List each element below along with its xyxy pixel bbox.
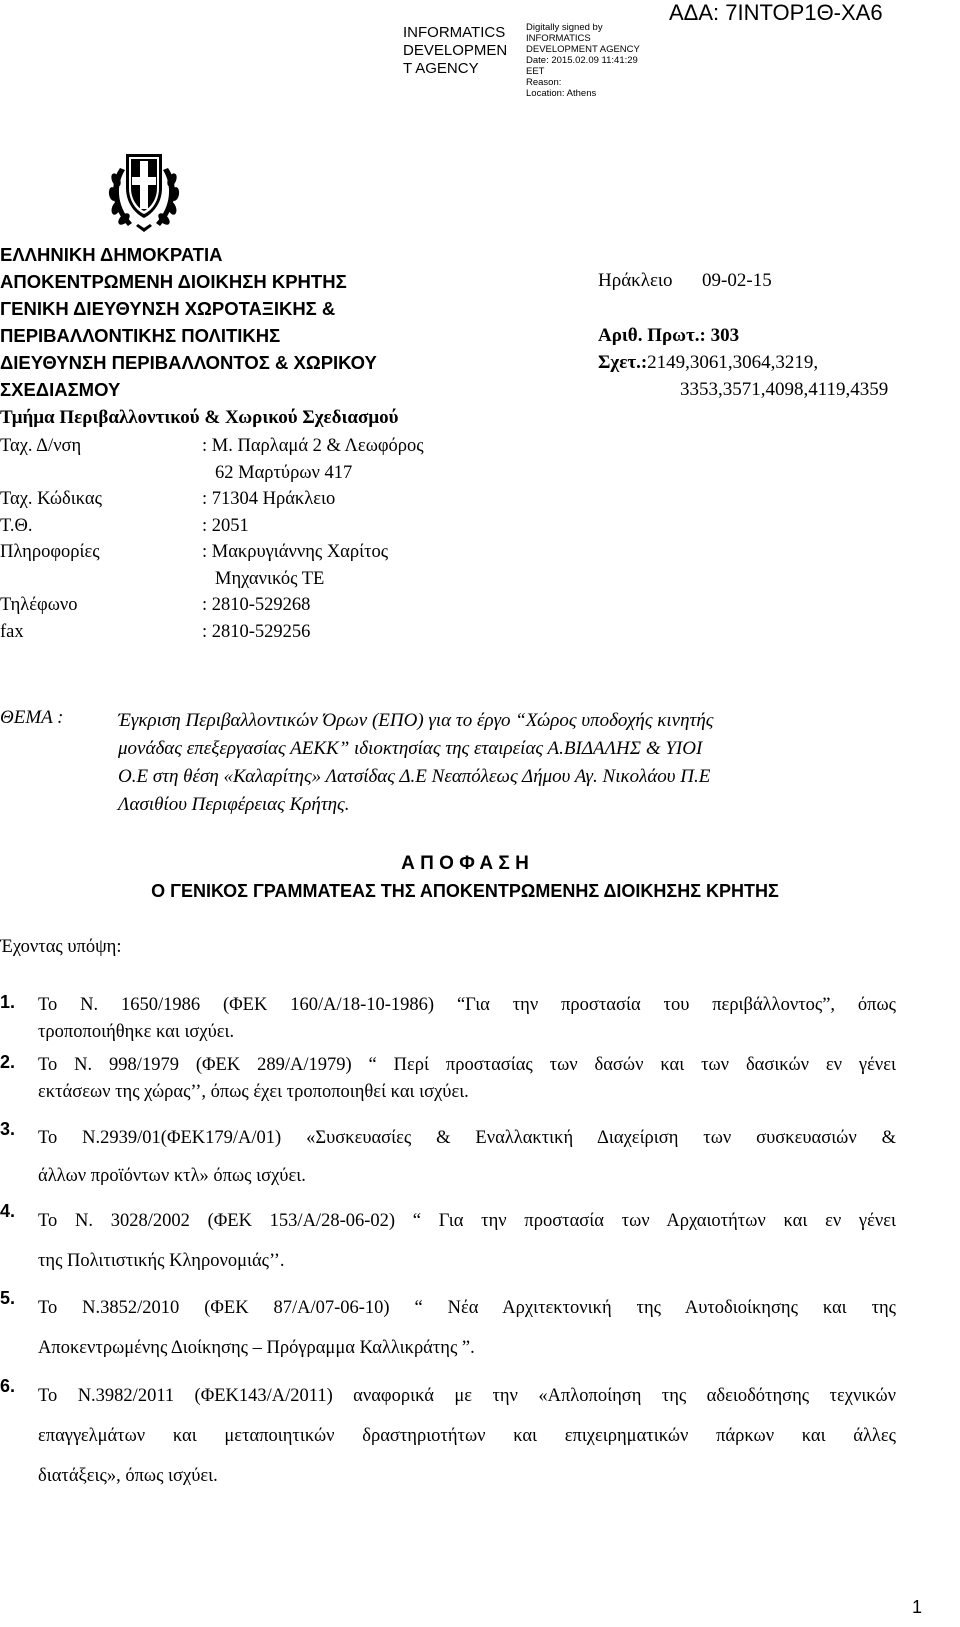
item-line: της Πολιτιστικής Κληρονομιάς’’. xyxy=(38,1251,285,1271)
sender-line: ΣΧΕΔΙΑΣΜΟΥ xyxy=(0,379,121,400)
list-item xyxy=(0,1376,900,1496)
item-line: άλλων προϊόντων κτλ» όπως ισχύει. xyxy=(38,1166,306,1186)
item-number: 2. xyxy=(0,1052,16,1072)
contact-value-continued: 62 Μαρτύρων 417 xyxy=(215,462,353,483)
contact-value: : 2051 xyxy=(202,515,249,536)
item-line: διατάξεις», όπως ισχύει. xyxy=(38,1466,218,1486)
item-line: Το Ν. 3028/2002 (ΦΕΚ 153/Α/28-06-02) “ Για την προστασία των Αρχαιοτήτων και εν γένει xyxy=(38,1211,896,1231)
list-item xyxy=(0,992,900,1052)
item-number: 6. xyxy=(0,1376,16,1396)
subject-line: Έγκριση Περιβαλλοντικών Όρων (ΕΠΟ) για το έργο “Χώρος υποδοχής κινητής xyxy=(118,710,714,731)
item-line: τροποποιήθηκε και ισχύει. xyxy=(38,1022,235,1042)
considering-heading: Έχοντας υπόψη: xyxy=(0,937,122,957)
related-label: Σχετ.: xyxy=(598,352,648,373)
signature-org-line: DEVELOPMEN xyxy=(403,42,508,59)
sender-line: ΑΠΟΚΕΝΤΡΩΜΕΝΗ ΔΙΟΙΚΗΣΗ ΚΡΗΤΗΣ xyxy=(0,271,347,292)
item-number: 5. xyxy=(0,1288,16,1308)
sender-line: ΠΕΡΙΒΑΛΛΟΝΤΙΚΗΣ ΠΟΛΙΤΙΚΗΣ xyxy=(0,325,281,346)
place: Ηράκλειο xyxy=(598,270,673,291)
related-line-2: 3353,3571,4098,4119,4359 xyxy=(680,379,889,400)
coat-of-arms-emblem xyxy=(106,148,182,234)
signature-detail-line: Reason: xyxy=(526,77,562,88)
subject-line: Λασιθίου Περιφέρειας Κρήτης. xyxy=(118,794,350,815)
contact-label: fax xyxy=(0,621,24,642)
item-number: 4. xyxy=(0,1201,16,1221)
subject-text xyxy=(118,707,713,819)
contact-label: Πληροφορίες xyxy=(0,542,100,562)
related-refs xyxy=(598,352,818,374)
signature-detail-line: Date: 2015.02.09 11:41:29 xyxy=(526,55,638,66)
subject-line: μονάδας επεξεργασίας ΑΕΚΚ” ιδιοκτησίας της εταιρείας Α.ΒΙΔΑΛΗΣ & ΥΙΟΙ xyxy=(118,738,703,759)
decision-subtitle: Ο ΓΕΝΙΚΟΣ ΓΡΑΜΜΑΤΕΑΣ ΤΗΣ ΑΠΟΚΕΝΤΡΩΜΕΝΗΣ ΔΙΟΙΚΗΣΗΣ ΚΡΗΤΗΣ xyxy=(151,881,779,901)
list-item xyxy=(0,1288,900,1376)
sender-block xyxy=(0,241,399,432)
sender-line: ΕΛΛΗΝΙΚΗ ΔΗΜΟΚΡΑΤΙΑ xyxy=(0,244,223,265)
contact-value: : 71304 Ηράκλειο xyxy=(202,489,336,509)
list-item xyxy=(0,1052,900,1119)
sender-line: Τμήμα Περιβαλλοντικού & Χωρικού Σχεδιασμού xyxy=(0,407,399,428)
item-line: Το Ν.3852/2010 (ΦΕΚ 87/Α/07-06-10) “ Νέα Αρχιτεκτονική της Αυτοδιοίκησης και της xyxy=(38,1298,896,1318)
signature-detail-line: Digitally signed by xyxy=(526,22,603,33)
signature-org-line: T AGENCY xyxy=(403,60,479,77)
sender-line: ΔΙΕΥΘΥΝΣΗ ΠΕΡΙΒΑΛΛΟΝΤΟΣ & ΧΩΡΙΚΟΥ xyxy=(0,352,377,373)
list-item xyxy=(0,1201,900,1288)
place-date xyxy=(598,270,772,292)
signature-detail-line: INFORMATICS xyxy=(526,33,591,44)
item-line: εκτάσεων της χώρας’’, όπως έχει τροποποιηθεί και ισχύει. xyxy=(38,1082,469,1102)
signature-org-line: INFORMATICS xyxy=(403,24,506,41)
protocol-label: Αριθ. Πρωτ.: xyxy=(598,325,706,346)
subject-line: Ο.Ε στη θέση «Καλαρίτης» Λατσίδας Δ.Ε Νεαπόλεως Δήμου Αγ. Νικολάου Π.Ε xyxy=(118,766,711,787)
page-number: 1 xyxy=(912,1597,923,1617)
sender-line: ΓΕΝΙΚΗ ΔΙΕΥΘΥΝΣΗ ΧΩΡΟΤΑΞΙΚΗΣ & xyxy=(0,298,336,319)
item-number: 3. xyxy=(0,1119,16,1139)
date: 09-02-15 xyxy=(702,270,772,291)
item-line: Το Ν.2939/01(ΦΕΚ179/Α/01) «Συσκευασίες & Εναλλακτική Διαχείριση των συσκευασιών & xyxy=(38,1128,896,1148)
considerations-list xyxy=(0,992,900,1496)
signature-detail-line: DEVELOPMENT AGENCY xyxy=(526,44,640,55)
related-line-1: 2149,3061,3064,3219, xyxy=(647,352,819,373)
list-item xyxy=(0,1119,900,1201)
contact-label: Ταχ. Κώδικας xyxy=(0,489,102,509)
contact-value: : 2810-529268 xyxy=(202,595,311,615)
protocol-number xyxy=(598,325,739,347)
signature-detail-line: EET xyxy=(526,66,545,77)
item-line: Το Ν. 1650/1986 (ΦΕΚ 160/Α/18-10-1986) “Για την προστασία του περιβάλλοντος”, όπως xyxy=(38,995,896,1015)
item-line: Αποκεντρωμένης Διοίκησης – Πρόγραμμα Καλλικράτης ”. xyxy=(38,1338,475,1358)
contact-label: Ταχ. Δ/νση xyxy=(0,436,82,456)
signature-details xyxy=(526,22,640,99)
subject-label: ΘΕΜΑ : xyxy=(0,707,64,728)
item-line: επαγγελμάτων και μεταποιητικών δραστηριοτήτων και επιχειρηματικών πάρκων και άλλες xyxy=(38,1426,896,1446)
contact-value: : Μακρυγιάννης Χαρίτος xyxy=(202,542,389,562)
contact-value: : Μ. Παρλαμά 2 & Λεωφόρος xyxy=(202,436,424,456)
signature-detail-line: Location: Athens xyxy=(526,88,597,99)
ada-code: ΑΔΑ: 7ΙΝΤΟΡ1Θ-ΧΑ6 xyxy=(669,0,883,25)
item-number: 1. xyxy=(0,992,16,1012)
contact-label: Τηλέφωνο xyxy=(0,595,78,615)
item-line: Το Ν. 998/1979 (ΦΕΚ 289/Α/1979) “ Περί προστασίας των δασών και των δασικών εν γένει xyxy=(38,1055,896,1075)
protocol-value: 303 xyxy=(710,325,740,346)
item-line: Το Ν.3982/2011 (ΦΕΚ143/Α/2011) αναφορικά με την «Απλοποίηση της αδειοδότησης τεχνικών xyxy=(38,1386,896,1406)
signature-org xyxy=(403,24,507,78)
contact-value: : 2810-529256 xyxy=(202,621,311,642)
contact-label: Τ.Θ. xyxy=(0,515,33,536)
decision-title: Α Π Ο Φ Α Σ Η xyxy=(401,853,529,874)
contact-value-continued: Μηχανικός ΤΕ xyxy=(215,568,325,589)
